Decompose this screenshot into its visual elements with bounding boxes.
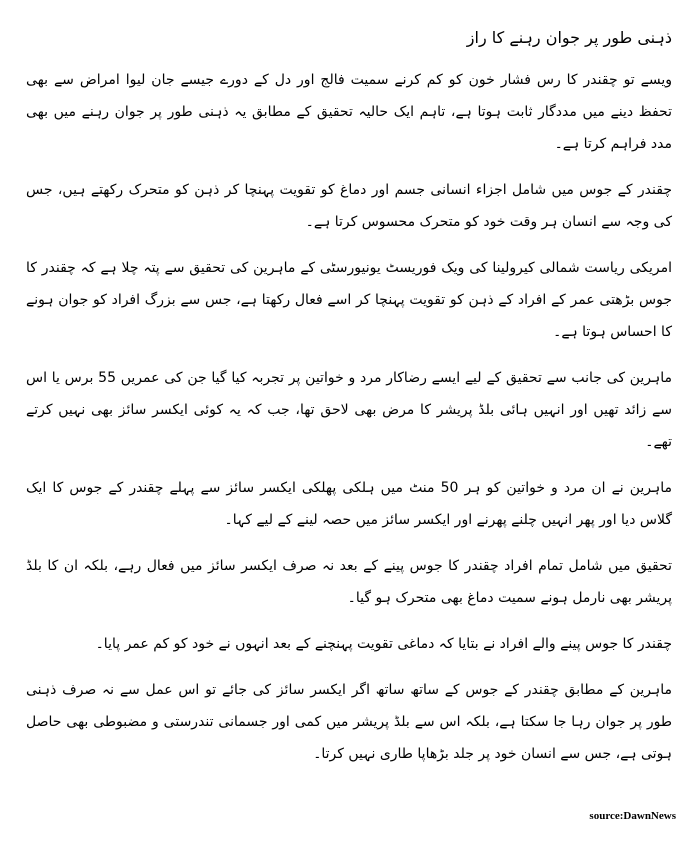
article-paragraph: ماہرین کی جانب سے تحقیق کے لیے ایسے رضاکار مرد و خواتین پر تجربہ کیا گیا جن کی عمریں 55 برس یا اس سے زائد تھیں اور انہیں ہائی بلڈ پریشر کا مرض بھی لاحق تھا، جب کہ یہ کوئی ایکسر سائز بھی نہیں کرتے تھے۔ — [26, 370, 673, 450]
article — [26, 26, 672, 784]
article-paragraph: تحقیق میں شامل تمام افراد چقندر کا جوس پینے کے بعد نہ صرف ایکسر سائز میں فعال رہے، بلکہ ان کا بلڈ پریشر بھی نارمل ہونے سمیت دماغ بھی متحرک ہو گیا۔ — [26, 558, 672, 606]
article-paragraph: ماہرین نے ان مرد و خواتین کو ہر 50 منٹ میں ہلکی پھلکی ایکسر سائز سے پہلے چقندر کے جوس کا ایک گلاس دیا اور پھر انہیں چلنے پھرنے اور ایکسر سائز میں حصہ لینے کے لیے کہا۔ — [26, 480, 672, 528]
article-paragraph: چقندر کا جوس پینے والے افراد نے بتایا کہ دماغی تقویت پہنچنے کے بعد انہوں نے خود کو کم عمر پایا۔ — [95, 636, 672, 652]
article-title: ذہنی طور پر جوان رہنے کا راز — [466, 28, 672, 47]
article-paragraph: امریکی ریاست شمالی کیرولینا کی ویک فوریسٹ یونیورسٹی کے ماہرین کی تحقیق سے پتہ چلا ہے کہ چقندر کا جوس بڑھتی عمر کے افراد کے ذہن کو تقویت پہنچا کر اسے فعال رکھتا ہے، جس سے بزرگ افراد کو جوان ہونے کا احساس ہوتا ہے۔ — [26, 260, 672, 340]
article-paragraph: چقندر کے جوس میں شامل اجزاء انسانی جسم اور دماغ کو تقویت پہنچا کر ذہن کو متحرک رکھتے ہیں، جس کی وجہ سے انسان ہر وقت خود کو متحرک محسوس کرتا ہے۔ — [26, 182, 672, 230]
article-paragraph: ویسے تو چقندر کا رس فشار خون کو کم کرنے سمیت فالج اور دل کے دورے جیسے جان لیوا امراض سے بھی تحفظ دینے میں مددگار ثابت ہوتا ہے، تاہم ایک حالیہ تحقیق کے مطابق یہ ذہنی طور پر جوان رہنے میں بھی مدد فراہم کرتا ہے۔ — [26, 72, 672, 152]
article-paragraph: ماہرین کے مطابق چقندر کے جوس کے ساتھ ساتھ اگر ایکسر سائز کی جائے تو اس عمل سے نہ صرف ذہنی طور پر جوان رہا جا سکتا ہے، بلکہ اس سے بلڈ پریشر میں کمی اور جسمانی تندرستی و مضبوطی بھی حاصل ہوتی ہے، جس سے انسان خود پر جلد بڑھاپا طاری نہیں کرتا۔ — [26, 682, 672, 762]
source-credit: source:DawnNews — [589, 810, 676, 822]
